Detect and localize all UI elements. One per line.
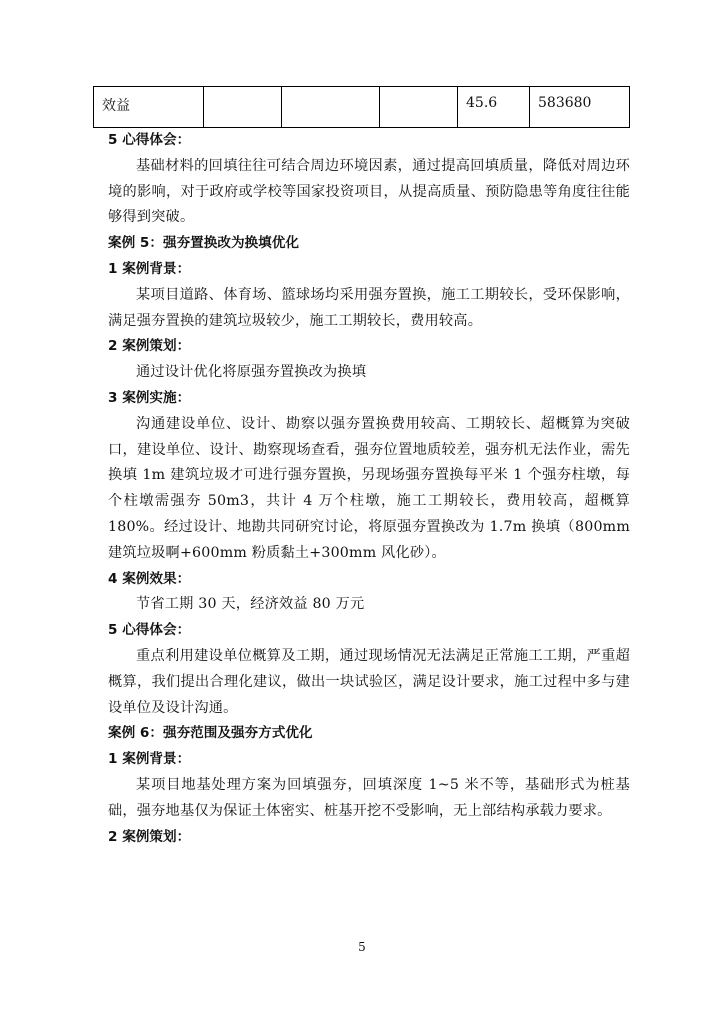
section-heading: 1 案例背景： [108,751,191,768]
section-heading: 4 案例效果： [108,570,191,587]
paragraph: 某项目地基处理方案为回填强夯，回填深度 1~5 米不等，基础形式为桩基础，强夯地基仅为保证土体密实、桩基开挖不受影响，无上部结构承载力要求。 [108,776,630,819]
paragraph: 某项目道路、体育场、篮球场均采用强夯置换，施工工期较长，受环保影响，满足强夯置换的建筑垃圾较少，施工工期较长，费用较高。 [108,286,630,329]
document-body [108,128,630,850]
table-cell: 45.6 [458,87,530,128]
page-number: 5 [358,940,366,954]
section-heading: 3 案例实施： [108,389,191,406]
summary-table [93,86,630,128]
paragraph: 基础材料的回填往往可结合周边环境因素，通过提高回填质量，降低对周边环境的影响，对于政府或学校等国家投资项目，从提高质量、预防隐患等角度往往能够得到突破。 [108,157,630,226]
section-heading: 2 案例策划： [108,338,191,355]
paragraph: 沟通建设单位、设计、勘察以强夯置换费用较高、工期较长、超概算为突破口，建设单位、设计、勘察现场查看，强夯位置地质较差，强夯机无法作业，需先换填 1m 建筑垃圾才可进行强夯置换，另现场强夯置换每平米 1 个强夯柱墩，每个柱墩需强夯 50m3，共计 4 万个柱墩，施工工期较长，费用较高，超概算 180%。经过设计、地勘共同研究讨论，将原强夯置换改为 1.7m 换填（800mm 建筑垃圾啊+600mm 粉质黏土+300mm 风化砂）。 [108,415,630,561]
section-heading: 5 心得体会： [108,132,191,148]
table-cell [282,87,380,128]
table-cell: 583680 [530,87,630,128]
table-cell [380,87,458,128]
section-heading: 1 案例背景： [108,260,191,277]
paragraph: 重点利用建设单位概算及工期，通过现场情况无法满足正常施工工期，严重超概算，我们提出合理化建议，做出一块试验区，满足设计要求，施工过程中多与建设单位及设计沟通。 [108,647,630,716]
section-heading: 案例 5：强夯置换改为换填优化 [108,235,299,252]
section-heading: 2 案例策划： [108,828,191,845]
paragraph: 通过设计优化将原强夯置换改为换填 [136,364,367,381]
table-row [94,87,630,128]
paragraph: 节省工期 30 天，经济效益 80 万元 [136,596,365,613]
table-cell [204,87,282,128]
section-heading: 案例 6：强夯范围及强夯方式优化 [108,725,313,742]
section-heading: 5 心得体会： [108,622,191,639]
table-cell: 效益 [94,87,204,128]
